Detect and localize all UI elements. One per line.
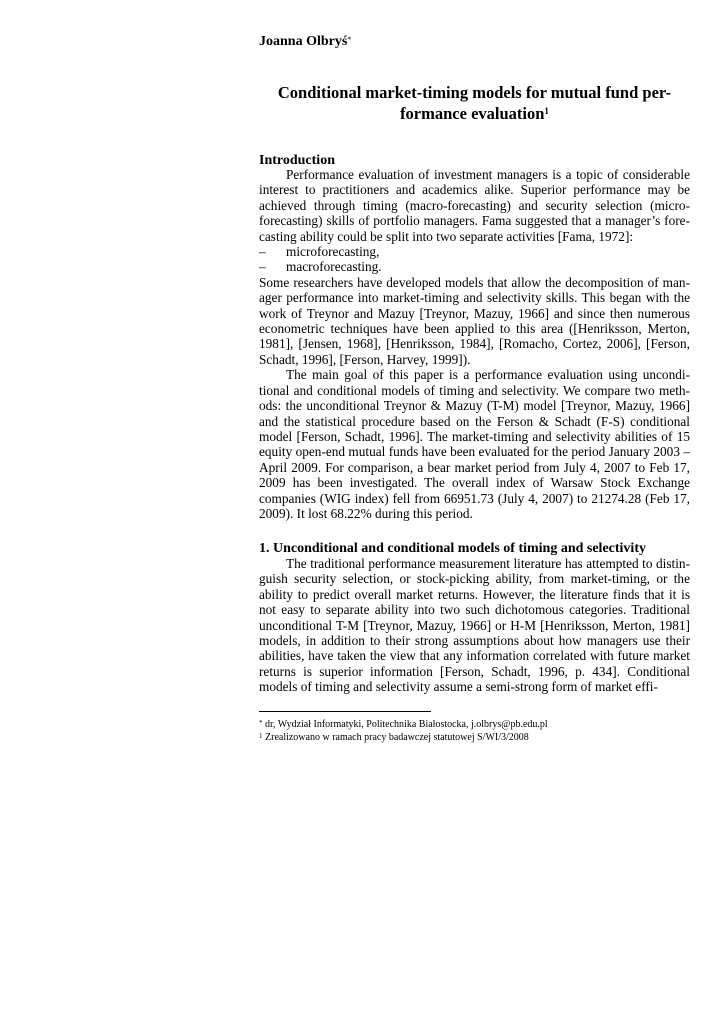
footnote-text: Zrealizowano w ramach pracy badawczej statutowej S/WI/3/2008	[262, 732, 529, 743]
intro-paragraph-3: The main goal of this paper is a performance evaluation using uncondi-tional and conditional models of timing and selectivity. We compare two meth-ods: the unconditional Treynor & Mazuy (T-M) model [Treynor, Mazuy, 1966] and the statistical procedure based on the Ferson & Schadt (F-S) conditional model [Ferson, Schadt, 1996]. The market-timing and selectivity abilities of 15 equity open-end mutual funds have been evaluated for the period January 2003 – April 2009. For comparison, a bear market period from July 4, 2007 to Feb 17, 2009 has been investigated. The overall index of Warsaw Stock Exchange companies (WIG index) fell from 66951.73 (July 4, 2007) to 21274.28 (Feb 17, 2009). It lost 68.22% during this period.	[259, 367, 690, 521]
list-dash: –	[259, 259, 266, 275]
author-name: Joanna Olbryś	[259, 34, 348, 49]
footnote-mark: *	[259, 719, 263, 727]
list-item	[259, 244, 690, 259]
footnote	[259, 731, 690, 744]
footnote-separator	[259, 711, 431, 712]
title-line-1: Conditional market-timing models for mutual fund per-	[277, 83, 672, 102]
introduction-body	[259, 167, 690, 521]
intro-paragraph-2: Some researchers have developed models that allow the decomposition of man-ager performance into market-timing and selectivity skills. This began with the work of Treynor and Mazuy [Treynor, Mazuy, 1966] and since then numerous econometric techniques have been applied to this area ([Henriksson, Merton, 1981], [Jensen, 1968], [Henriksson, 1984], [Romacho, Cortez, 2006], [Ferson, Schadt, 1996], [Ferson, Harvey, 1999]).	[259, 274, 690, 367]
section-1-body	[259, 556, 690, 695]
footnote	[259, 718, 690, 731]
title-footnote-mark: 1	[544, 106, 549, 116]
list-item-text: microforecasting,	[286, 244, 380, 260]
list-item	[259, 259, 690, 274]
list-dash: –	[259, 244, 266, 260]
introduction-heading: Introduction	[259, 153, 335, 168]
title-line-2-text: formance evaluation	[400, 104, 545, 123]
footnotes	[259, 718, 690, 744]
section-1-paragraph-1: The traditional performance measurement literature has attempted to distin-guish security selection, or stock-picking ability, from market-timing, or the ability to predict overall market returns. However, the literature finds that it is not easy to separate ability into two such dichotomous categories. Traditional unconditional T-M [Treynor, Mazuy, 1966] or H-M [Henriksson, Merton, 1981] models, in addition to their strong assumptions about how managers use their abilities, have taken the view that any information correlated with future market returns is superior information [Ferson, Schadt, 1996, p. 434]. Conditional models of timing and selectivity assume a semi-strong form of market effi-	[259, 556, 690, 695]
paper-title	[259, 82, 690, 124]
footnote-mark: 1	[259, 732, 263, 740]
intro-paragraph-1: Performance evaluation of investment managers is a topic of considerable interest to practitioners and academics alike. Superior performance may be achieved through timing (macro-forecasting) and security selection (micro-forecasting) skills of portfolio managers. Fama suggested that a manager’s fore-casting ability could be split into two separate activities [Fama, 1972]:	[259, 167, 690, 244]
list-item-text: macroforecasting.	[286, 259, 382, 275]
section-1-heading: 1. Unconditional and conditional models of timing and selectivity	[259, 541, 646, 556]
author-line	[259, 33, 690, 51]
title-line-2	[259, 103, 690, 124]
footnote-text: dr, Wydział Informatyki, Politechnika Białostocka, j.olbrys@pb.edu.pl	[262, 719, 548, 730]
author-footnote-mark: *	[347, 35, 352, 44]
